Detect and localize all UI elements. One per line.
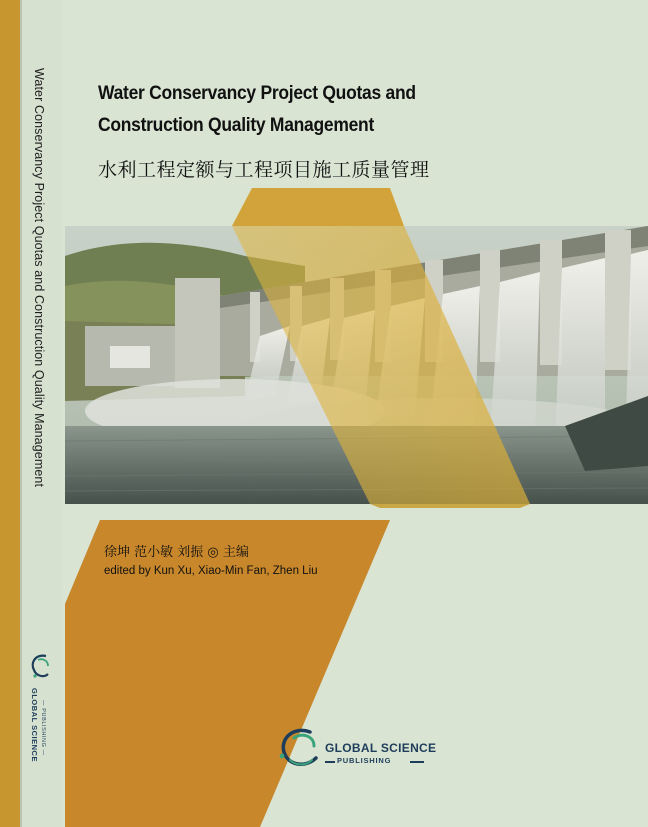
dam-spillway-photo [65, 226, 648, 504]
title-english-line1: Water Conservancy Project Quotas and [98, 83, 416, 104]
spine-title: Water Conservancy Project Quotas and Construction Quality Management [32, 68, 46, 488]
spine-publisher-name: GLOBAL SCIENCE [30, 688, 39, 762]
spine-publisher-sub: — PUBLISHING — [40, 700, 46, 756]
publisher-line-right [410, 761, 424, 763]
gold-band-top [232, 188, 404, 226]
editors-english: edited by Kun Xu, Xiao-Min Fan, Zhen Liu [104, 565, 318, 577]
title-english-line2: Construction Quality Management [98, 115, 375, 136]
title-chinese: 水利工程定额与工程项目施工质量管理 [98, 159, 430, 181]
title-english [98, 78, 448, 142]
editors-chinese: 徐坤 范小敏 刘振 ◎ 主编 [104, 545, 249, 560]
publisher-name: GLOBAL SCIENCE [325, 741, 437, 755]
publisher-line-left [325, 761, 335, 763]
globe-swirl-icon [270, 722, 328, 778]
publisher-sub: PUBLISHING [337, 756, 392, 765]
